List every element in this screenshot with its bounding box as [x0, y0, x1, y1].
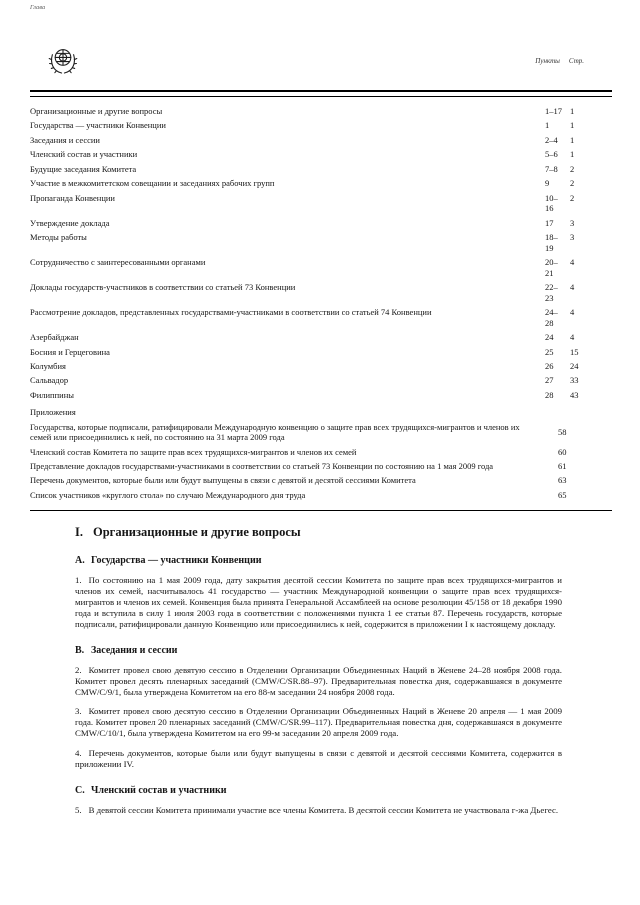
toc-entry-page: 1 — [570, 106, 575, 116]
toc-row — [30, 178, 612, 189]
paragraph — [75, 665, 562, 698]
item-number: 4. — [75, 748, 82, 759]
toc-row — [30, 218, 612, 229]
toc-entry-page: 1 — [570, 149, 575, 160]
annex-entry-title: Список участников «круглого стола» по случаю Международного дня труда — [30, 489, 306, 500]
document-body — [75, 525, 562, 816]
toc-entry-page: 4 — [570, 282, 575, 293]
item-number: 3. — [75, 706, 82, 717]
toc-entry-title: Азербайджан — [30, 332, 79, 343]
toc-row — [30, 375, 612, 386]
column-header-page: Стр. — [568, 57, 584, 65]
toc-row — [30, 347, 612, 358]
toc-entry-page: 4 — [570, 332, 575, 343]
annex-row — [30, 475, 612, 486]
item-number: A. — [75, 555, 85, 567]
toc-entry-page: 15 — [570, 346, 579, 357]
toc-entry-page: 24 — [570, 361, 579, 372]
item-number: 5. — [75, 805, 82, 816]
toc-entry-paragraphs: 24–​28 — [545, 307, 558, 328]
header-rule — [30, 90, 612, 97]
annex-entry-title: Государства, которые подписали, ратифицировали Международную конвенцию о защите прав всех трудящихся-мигрантов и членов их семей или присоединились к ней, по состоянию на 31 марта 2009 года — [30, 421, 520, 443]
annex-entry-title: Членский состав Комитета по защите прав всех трудящихся-мигрантов и членов их семей — [30, 446, 357, 457]
item-number: I. — [75, 525, 83, 540]
toc-row — [30, 106, 612, 117]
item-text: В девятой сессии Комитета принимали участие все члены Комитета. В десятой сессии Комитета не участвовала г-жа Дьегес. — [88, 805, 559, 816]
toc-row — [30, 257, 612, 278]
item-text: Членский состав и участники — [91, 785, 227, 797]
toc-bottom-rule — [30, 510, 612, 511]
annex-entry-page: 61 — [558, 460, 567, 471]
subsection-heading — [75, 645, 562, 656]
toc-entry-title: Рассмотрение докладов, представленных государствами-участниками в соответствии со статьей 74 Конвенции — [30, 307, 432, 318]
toc-row — [30, 332, 612, 343]
toc-row — [30, 361, 612, 372]
toc-entry-page: 2 — [570, 178, 575, 189]
item-text: Заседания и сессии — [91, 644, 178, 656]
toc-entry-paragraphs: 10–​16 — [545, 192, 558, 214]
toc-entry-title: Государства — участники Конвенции — [30, 120, 166, 131]
paragraph — [75, 748, 562, 770]
toc-entry-title: Колумбия — [30, 361, 66, 372]
annex-entry-page: 60 — [558, 446, 567, 457]
toc-entry-title: Пропаганда Конвенции — [30, 192, 115, 203]
toc-row — [30, 307, 612, 328]
paragraph — [75, 575, 562, 630]
toc-entry-paragraphs: 25 — [545, 346, 554, 357]
toc-entry-page: 4 — [570, 257, 575, 268]
toc-entry-title: Сальвадор — [30, 375, 69, 386]
section-heading — [75, 525, 562, 540]
toc-entry-paragraphs: 18–​19 — [545, 232, 558, 253]
toc-row — [30, 390, 612, 401]
toc-entry-page: 4 — [570, 307, 575, 318]
toc-row — [30, 164, 612, 175]
toc-entry-page: 2 — [570, 192, 575, 203]
toc-entry-title: Членский состав и участники — [30, 149, 138, 160]
paragraph — [75, 706, 562, 739]
toc-entry-paragraphs: 28 — [545, 389, 554, 400]
toc-row — [30, 232, 612, 253]
toc-entry-title: Сотрудничество с заинтересованными органами — [30, 257, 206, 268]
toc-entry-paragraphs: 20–​21 — [545, 257, 558, 278]
toc-entry-paragraphs: 22–​23 — [545, 282, 558, 303]
toc-row — [30, 120, 612, 131]
toc-entry-title: Организационные и другие вопросы — [30, 106, 163, 116]
toc-row — [30, 282, 612, 303]
toc-entry-page: 33 — [570, 375, 579, 386]
toc-entry-page: 2 — [570, 163, 575, 174]
toc-entry-title: Участие в межкомитетском совещании и заседаниях рабочих групп — [30, 178, 275, 189]
item-text: Комитет провел свою девятую сессию в Отделении Организации Объединенных Наций в Женеве 24–28 ноября 2008 года. Комитет провел десять пленарных заседаний (CMW/C/SR.88–97). Предварительная повестка дня, содержавшаяся в документе CMW/C/9/1, была утверждена Комитетом на его 88-м заседании 24 ноября 2008 года. — [75, 664, 562, 697]
toc-entry-title: Методы работы — [30, 232, 87, 242]
annex-entry-page: 63 — [558, 475, 567, 486]
toc-entry-paragraphs: 1–​17 — [545, 106, 562, 116]
toc-entry-title: Заседания и сессии — [30, 134, 100, 145]
toc-entry-paragraphs: 24 — [545, 332, 554, 343]
toc-entry-paragraphs: 2–​4 — [545, 134, 558, 145]
item-number: B. — [75, 644, 85, 656]
item-number: 1. — [75, 575, 82, 586]
toc-row — [30, 193, 612, 214]
annex-entry-title: Представление докладов государствами-участниками в соответствии со статьей 73 Конвенции по состоянию на 1 мая 2009 года — [30, 460, 494, 471]
toc-entry-title: Доклады государств-участников в соответствии со статьей 73 Конвенции — [30, 282, 296, 293]
subsection-heading — [75, 555, 562, 566]
item-number: 2. — [75, 664, 82, 675]
annex-rows — [30, 422, 612, 501]
toc-entry-page: 1 — [570, 134, 575, 145]
toc-row — [30, 149, 612, 160]
toc-entry-title: Филиппины — [30, 389, 74, 400]
table-of-contents — [30, 97, 612, 507]
toc-entry-paragraphs: 26 — [545, 361, 554, 372]
toc-rows — [30, 106, 612, 401]
toc-entry-page: 3 — [570, 217, 575, 228]
toc-entry-paragraphs: 5–​6 — [545, 149, 558, 160]
annex-entry-page: 58 — [558, 426, 567, 437]
item-text: Перечень документов, которые были или будут выпущены в связи с девятой и десятой сессиями Комитета, содержится в приложении IV. — [75, 748, 562, 770]
toc-entry-paragraphs: 27 — [545, 375, 554, 386]
column-header-paragraphs: Пункты — [535, 57, 560, 65]
annex-row — [30, 447, 612, 458]
subsection-heading — [75, 785, 562, 796]
paragraph — [75, 805, 562, 816]
item-text: Организационные и другие вопросы — [93, 525, 301, 540]
running-head-left: Глава — [30, 5, 46, 11]
annex-entry-page: 65 — [558, 489, 567, 500]
item-text: По состоянию на 1 мая 2009 года, дату закрытия десятой сессии Комитета по защите прав всех трудящихся-мигрантов и членов их семей, насчитывалось 41 государство — участник Международной конвенции о защите прав всех трудящихся-мигрантов и членов их семей. Конвенция была принята Генеральной Ассамблеей на основе резолюции 45/158 от 18 декабря 1990 года и вступила в силу 1 июля 2003 года в соответствии с положениями пункта 1 ее статьи 87. Перечень государств, которые подписали, ратифицировали данную Конвенцию или присоединились к ней, содержится в приложении I к настоящему докладу. — [75, 575, 562, 629]
toc-column-headers — [0, 57, 584, 65]
toc-entry-title: Утверждение доклада — [30, 217, 110, 228]
toc-entry-paragraphs: 9 — [545, 178, 550, 189]
annex-row — [30, 422, 612, 443]
toc-entry-page: 1 — [570, 120, 575, 131]
item-number: C. — [75, 785, 85, 797]
annexes-label: Приложения — [30, 406, 76, 417]
toc-entry-paragraphs: 1 — [545, 120, 550, 131]
toc-entry-paragraphs: 17 — [545, 217, 554, 228]
toc-entry-title: Босния и Герцеговина — [30, 346, 110, 357]
toc-entry-title: Будущие заседания Комитета — [30, 163, 137, 174]
item-text: Комитет провел свою десятую сессию в Отделении Организации Объединенных Наций в Женеве 20 апреля — 1 мая 2009 года. Комитет провел 20 пленарных заседаний (CMW/C/SR.99–117). Предварительная повестка дня, содержавшаяся в документе CMW/C/10/1, была утверждена Комитетом на его 99-м заседании 20 апреля 2009 года. — [75, 706, 562, 739]
item-text: Государства — участники Конвенции — [91, 555, 262, 567]
toc-row — [30, 135, 612, 146]
toc-entry-paragraphs: 7–​8 — [545, 163, 558, 174]
annex-entry-title: Перечень документов, которые были или будут выпущены в связи с девятой и десятой сессиями Комитета — [30, 475, 416, 486]
annex-row — [30, 490, 612, 501]
toc-entry-page: 3 — [570, 232, 575, 242]
toc-entry-page: 43 — [570, 389, 579, 400]
annex-row — [30, 461, 612, 472]
